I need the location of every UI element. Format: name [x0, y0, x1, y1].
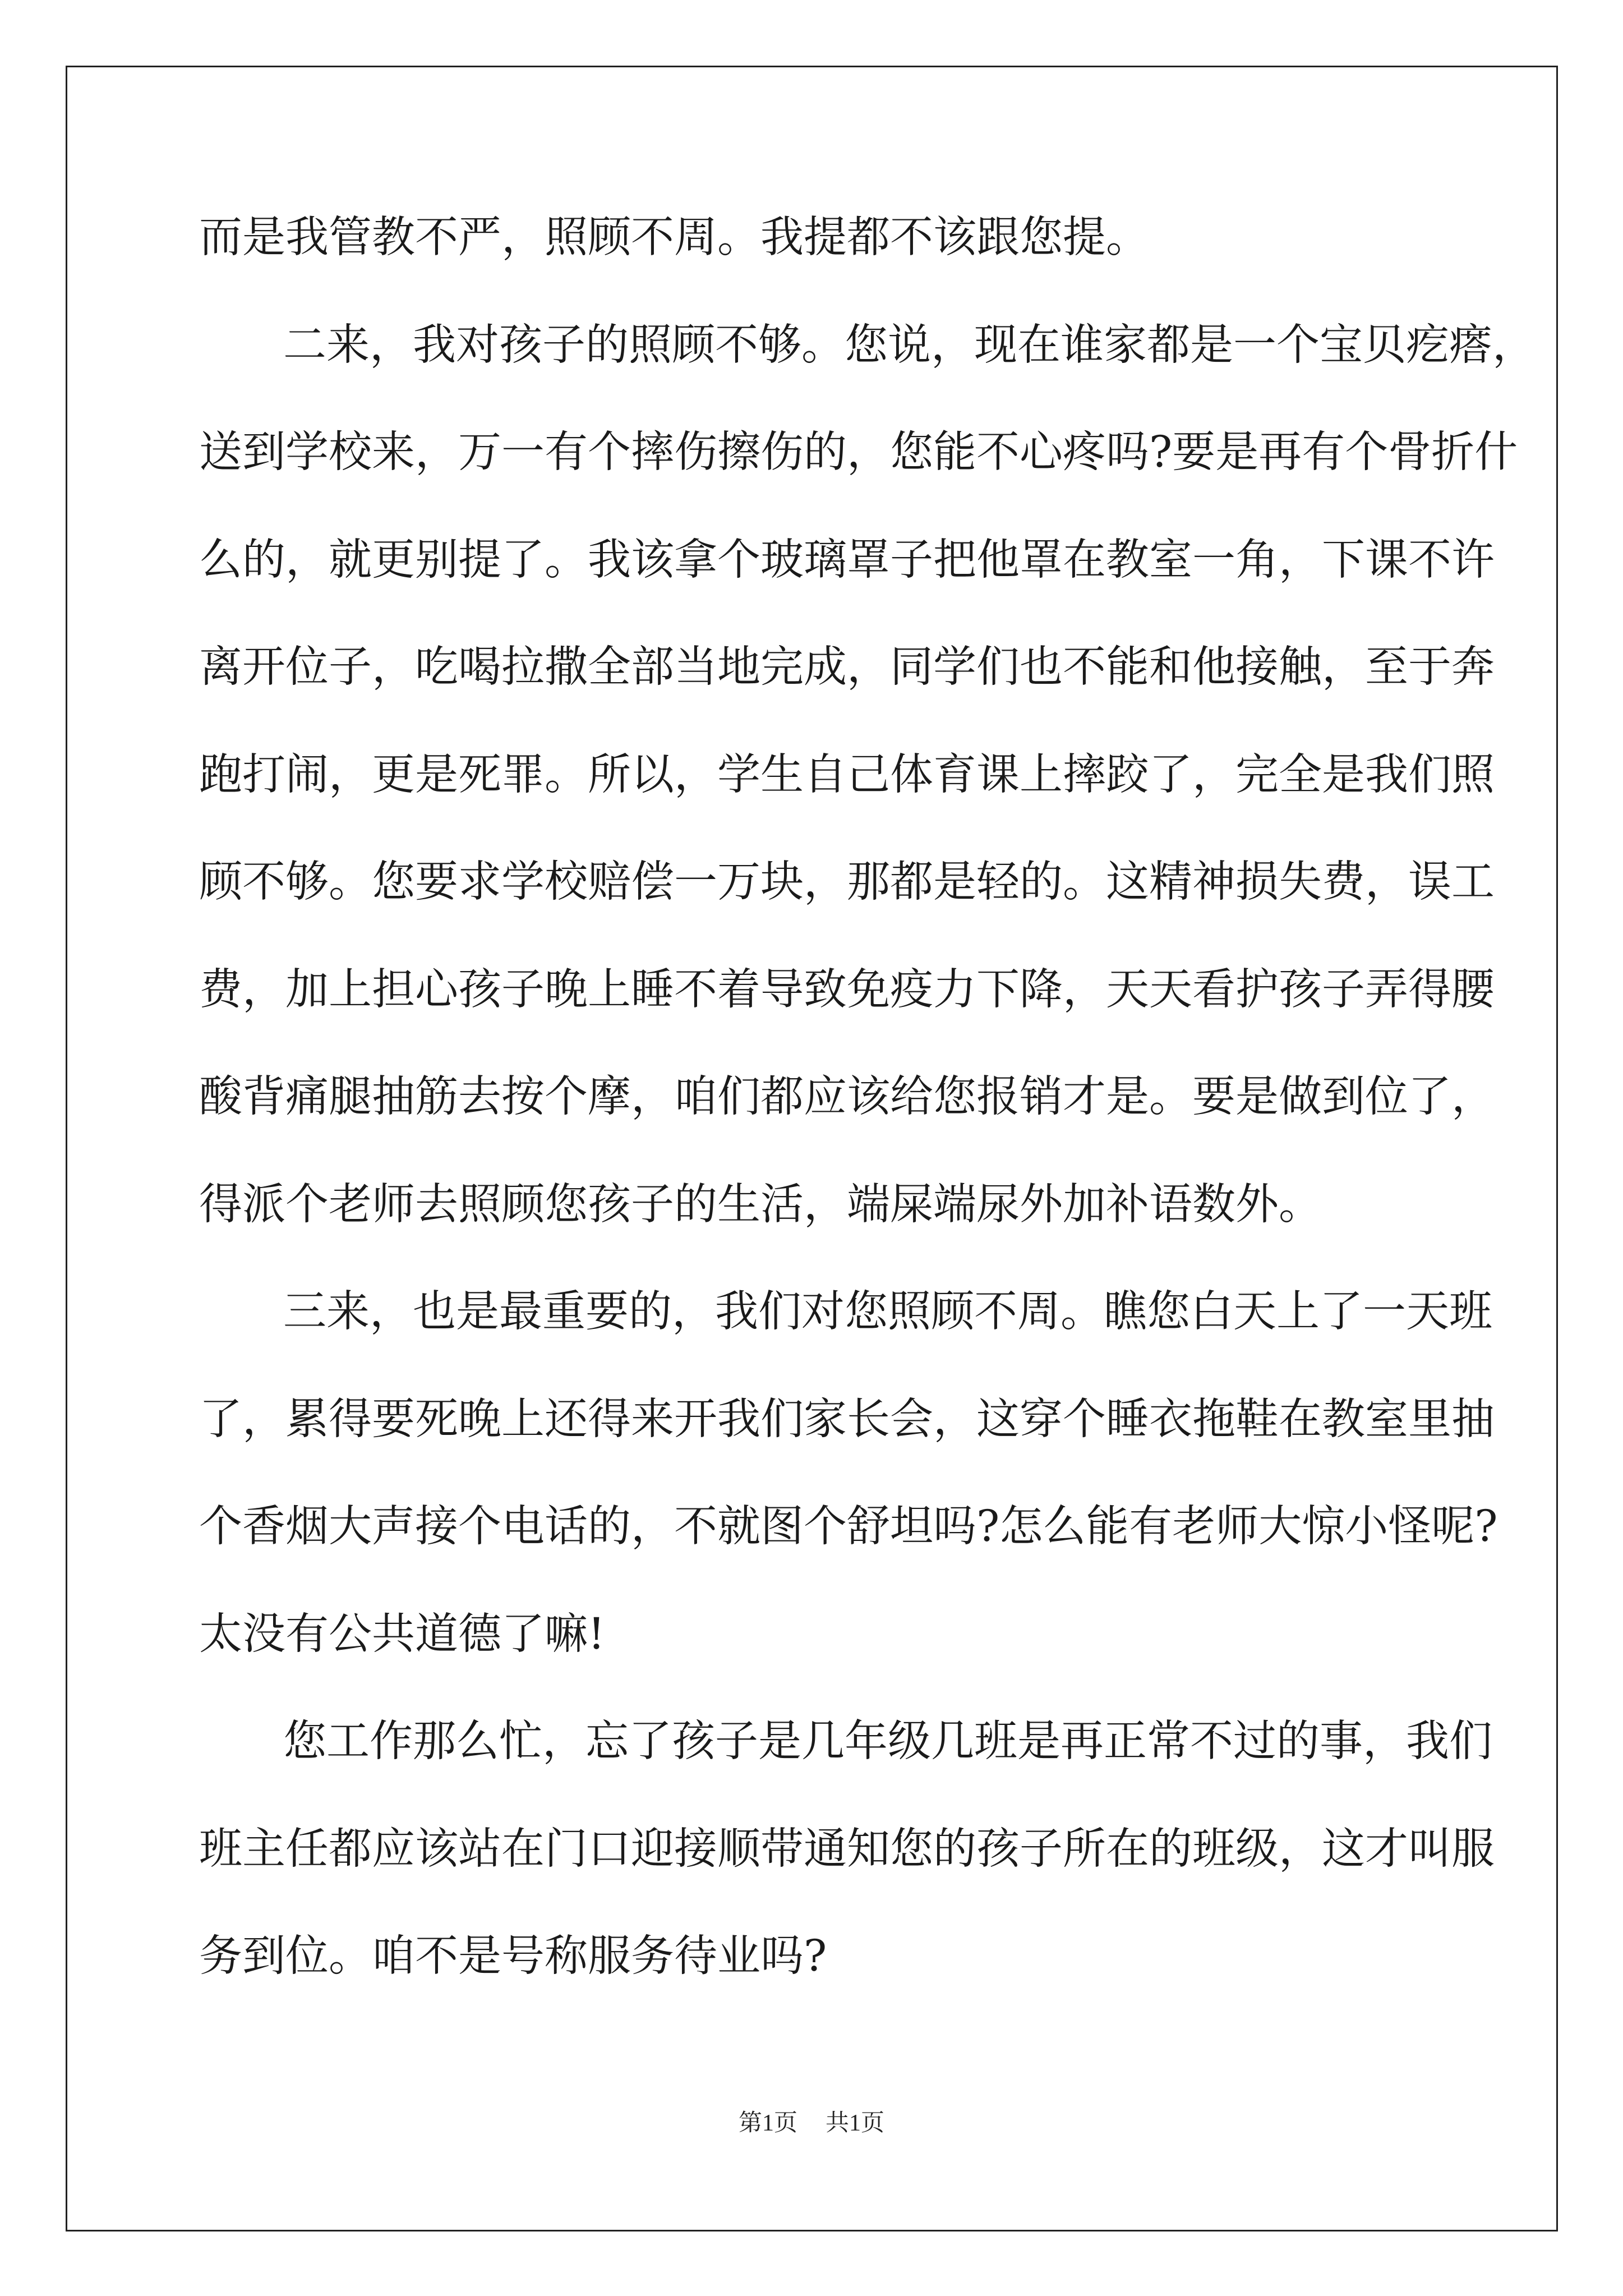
paragraph-2-line-2: 送到学校来，万一有个摔伤擦伤的，您能不心疼吗?要是再有个骨折什 [199, 427, 1518, 477]
paragraph-3-line-3: 个香烟大声接个电话的，不就图个舒坦吗?怎么能有老师大惊小怪呢? [199, 1502, 1498, 1552]
paragraph-4-line-1: 您工作那么忙，忘了孩子是几年级几班是再正常不过的事，我们 [283, 1717, 1492, 1766]
paragraph-3-line-1: 三来，也是最重要的，我们对您照顾不周。瞧您白天上了一天班 [283, 1287, 1492, 1337]
page-border [66, 66, 1558, 2231]
paragraph-3-line-4: 太没有公共道德了嘛! [199, 1609, 605, 1659]
paragraph-4-line-2: 班主任都应该站在门口迎接顺带通知您的孩子所在的班级，这才叫服 [199, 1824, 1495, 1874]
paragraph-2-line-8: 酸背痛腿抽筋去按个摩，咱们都应该给您报销才是。要是做到位了， [199, 1072, 1495, 1122]
page-number-current: 第1页 [738, 2110, 797, 2136]
paragraph-3-line-2: 了，累得要死晚上还得来开我们家长会，这穿个睡衣拖鞋在教室里抽 [199, 1395, 1495, 1444]
paragraph-2-line-3: 么的，就更别提了。我该拿个玻璃罩子把他罩在教室一角，下课不许 [199, 535, 1495, 585]
paragraph-1-line-1: 而是我管教不严，照顾不周。我提都不该跟您提。 [199, 213, 1149, 263]
paragraph-2-line-9: 得派个老师去照顾您孩子的生活，端屎端尿外加补语数外。 [199, 1180, 1322, 1230]
paragraph-2-line-1: 二来，我对孩子的照顾不够。您说，现在谁家都是一个宝贝疙瘩， [283, 320, 1536, 370]
paragraph-4-line-3: 务到位。咱不是号称服务待业吗? [199, 1931, 827, 1981]
page-footer [0, 2106, 1623, 2140]
paragraph-2-line-6: 顾不够。您要求学校赔偿一万块，那都是轻的。这精神损失费，误工 [199, 857, 1495, 907]
paragraph-2-line-4: 离开位子，吃喝拉撒全部当地完成，同学们也不能和他接触，至于奔 [199, 642, 1495, 692]
paragraph-2-line-7: 费，加上担心孩子晚上睡不着导致免疫力下降，天天看护孩子弄得腰 [199, 965, 1495, 1015]
page-number-total: 共1页 [826, 2110, 885, 2136]
paragraph-2-line-5: 跑打闹，更是死罪。所以，学生自己体育课上摔跤了，完全是我们照 [199, 750, 1495, 800]
